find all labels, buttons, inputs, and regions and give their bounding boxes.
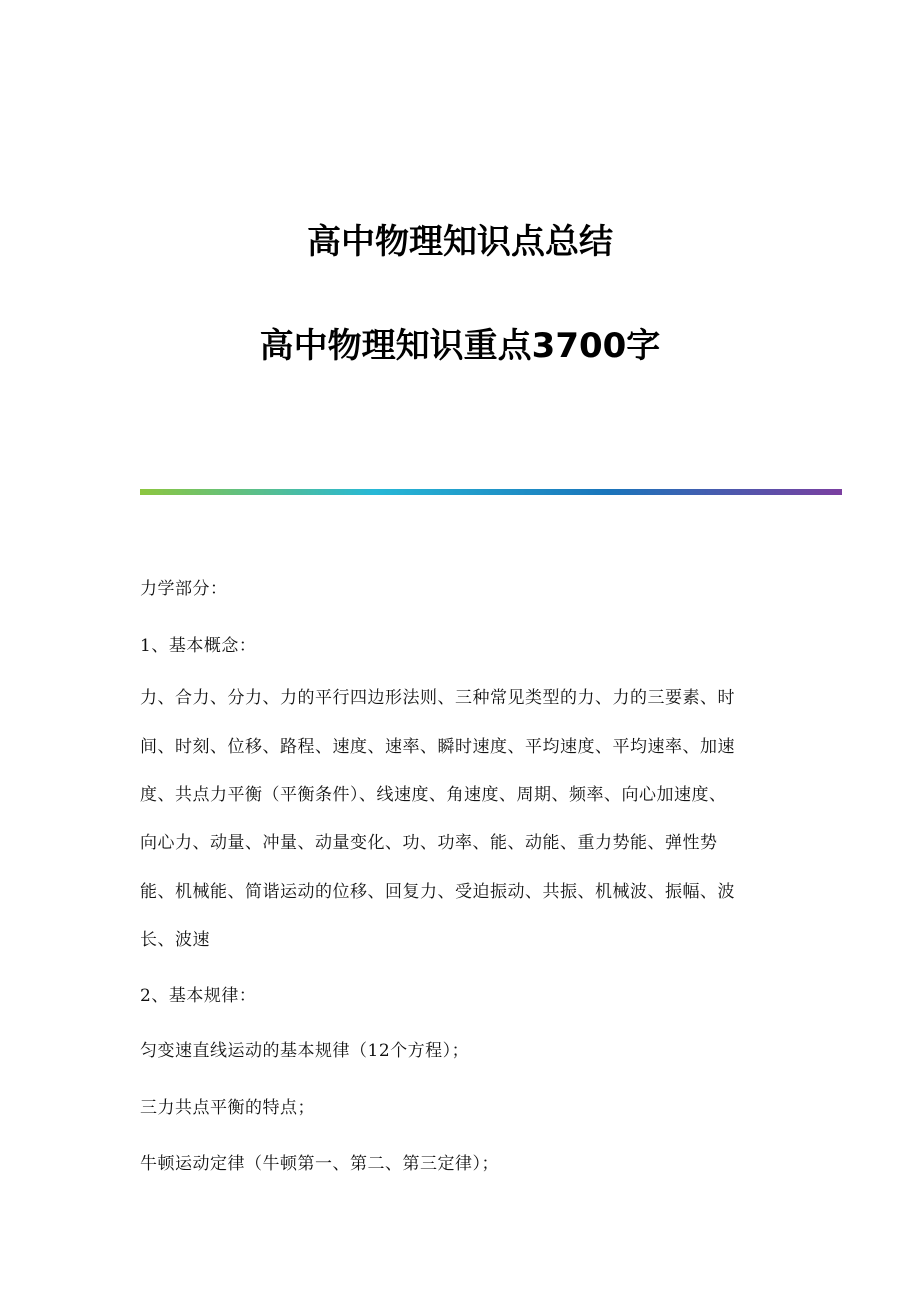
law-item: 三力共点平衡的特点；: [140, 1098, 315, 1118]
gradient-divider: [140, 489, 842, 495]
law-item: 牛顿运动定律（牛顿第一、第二、第三定律）；: [140, 1154, 499, 1174]
concepts-line: 向心力、动量、冲量、动量变化、功、功率、能、动能、重力势能、弹性势: [140, 833, 718, 853]
law-item: 匀变速直线运动的基本规律（12个方程）；: [140, 1041, 470, 1061]
concepts-line: 间、时刻、位移、路程、速度、速率、瞬时速度、平均速度、平均速率、加速: [140, 737, 735, 757]
laws-heading: 2、基本规律：: [140, 986, 257, 1006]
document-title: 高中物理知识点总结: [307, 222, 613, 262]
concepts-heading: 1、基本概念：: [140, 636, 257, 656]
concepts-line: 度、共点力平衡（平衡条件）、线速度、角速度、周期、频率、向心加速度、: [140, 785, 727, 805]
section-heading: 力学部分：: [140, 579, 228, 599]
concepts-line: 能、机械能、简谐运动的位移、回复力、受迫振动、共振、机械波、振幅、波: [140, 882, 735, 902]
concepts-line: 力、合力、分力、力的平行四边形法则、三种常见类型的力、力的三要素、时: [140, 688, 735, 708]
concepts-line: 长、波速: [140, 930, 210, 950]
document-subtitle: 高中物理知识重点3700字: [259, 326, 661, 366]
